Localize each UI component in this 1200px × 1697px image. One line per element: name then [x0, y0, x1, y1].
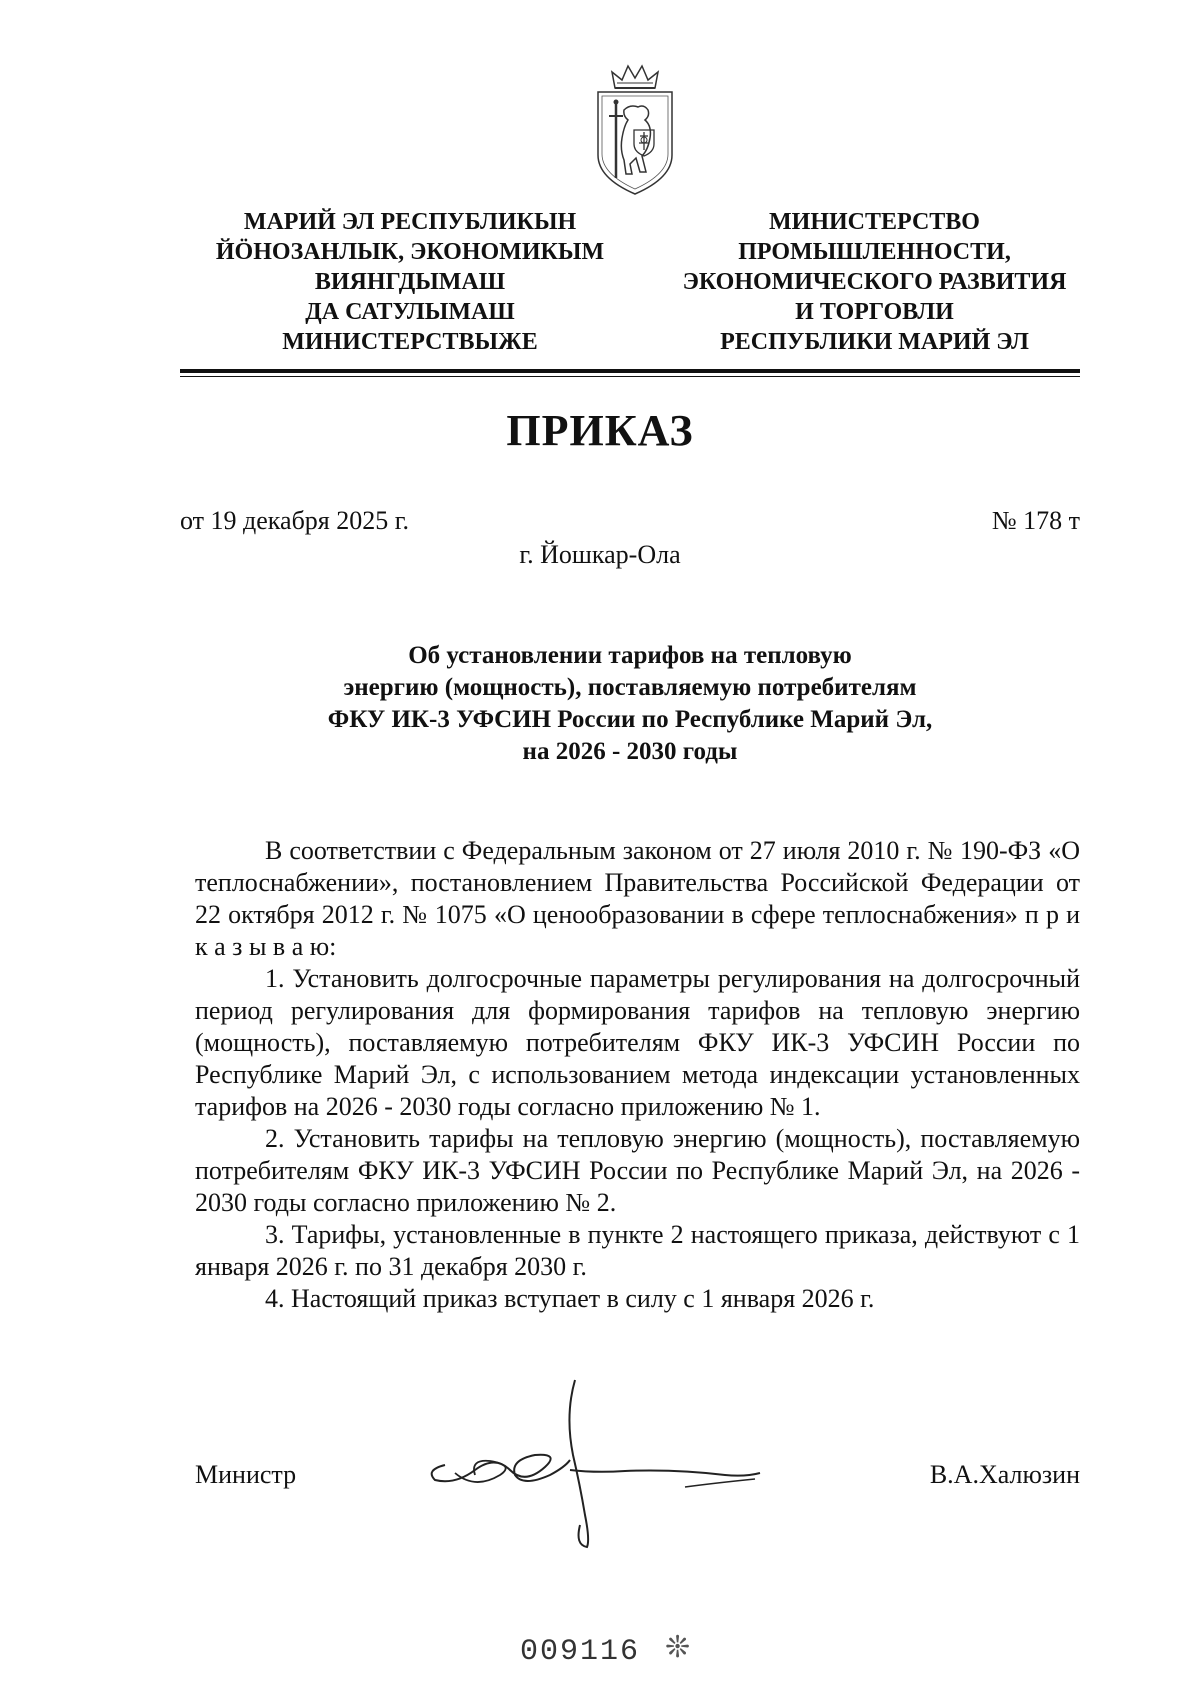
- document-date: от 19 декабря 2025 г.: [180, 506, 409, 535]
- ministry-name-russian: МИНИСТЕРСТВО ПРОМЫШЛЕННОСТИ, ЭКОНОМИЧЕСКОГО РАЗВИТИЯ И ТОРГОВЛИ РЕСПУБЛИКИ МАРИЙ ЭЛ: [682, 209, 1067, 355]
- header-divider: [180, 369, 1080, 373]
- document-title: ПРИКАЗ: [506, 406, 694, 455]
- handwritten-signature: [415, 1375, 835, 1555]
- body-paragraph-3: 3. Тарифы, установленные в пункте 2 настоящего приказа, действуют с 1 января 2026 г. по 31 декабря 2030 г.: [195, 1220, 1080, 1281]
- coat-of-arms-icon: [590, 60, 680, 200]
- signatory-role: Министр: [195, 1460, 297, 1489]
- body-paragraph-4: 4. Настоящий приказ вступает в силу с 1 января 2026 г.: [265, 1284, 875, 1313]
- serial-number: 009116: [520, 1635, 641, 1669]
- body-paragraph-2: 2. Установить тарифы на тепловую энергию (мощность), поставляемую потребителям ФКУ ИК-3 УФСИН России по Республике Марий Эл, на 2026 - 2030 годы согласно приложению № 2.: [195, 1124, 1080, 1217]
- header-divider-thin: [180, 376, 1080, 377]
- document-subject: Об установлении тарифов на тепловую энергию (мощность), поставляемую потребителям ФКУ ИК-3 УФСИН России по Республике Марий Эл, на 2026 - 2030 годы: [327, 642, 933, 765]
- document-city: г. Йошкар-Ола: [519, 540, 681, 569]
- document-body: [195, 835, 1080, 1315]
- stamp-mark-icon: ❊: [665, 1631, 691, 1664]
- body-paragraph-preamble: В соответствии с Федеральным законом от 27 июля 2010 г. № 190-ФЗ «О теплоснабжении», постановлением Правительства Российской Федерации от 22 октября 2012 г. № 1075 «О ценообразовании в сфере теплоснабжения» п р и к а з ы в а ю:: [195, 836, 1080, 961]
- ministry-name-mari: МАРИЙ ЭЛ РЕСПУБЛИКЫН ЙÖНОЗАНЛЫК, ЭКОНОМИКЫМ ВИЯНГДЫМАШ ДА САТУЛЫМАШ МИНИСТЕРСТВЫЖЕ: [215, 209, 605, 355]
- body-paragraph-1: 1. Установить долгосрочные параметры регулирования на долгосрочный период регулирования для формирования тарифов на тепловую энергию (мощность), поставляемую потребителям ФКУ ИК-3 УФСИН России по Республике Марий Эл, с использованием метода индексации установленных тарифов на 2026 - 2030 годы согласно приложению № 1.: [195, 964, 1080, 1121]
- signatory-name: В.А.Халюзин: [929, 1460, 1080, 1489]
- document-number: № 178 т: [991, 506, 1080, 535]
